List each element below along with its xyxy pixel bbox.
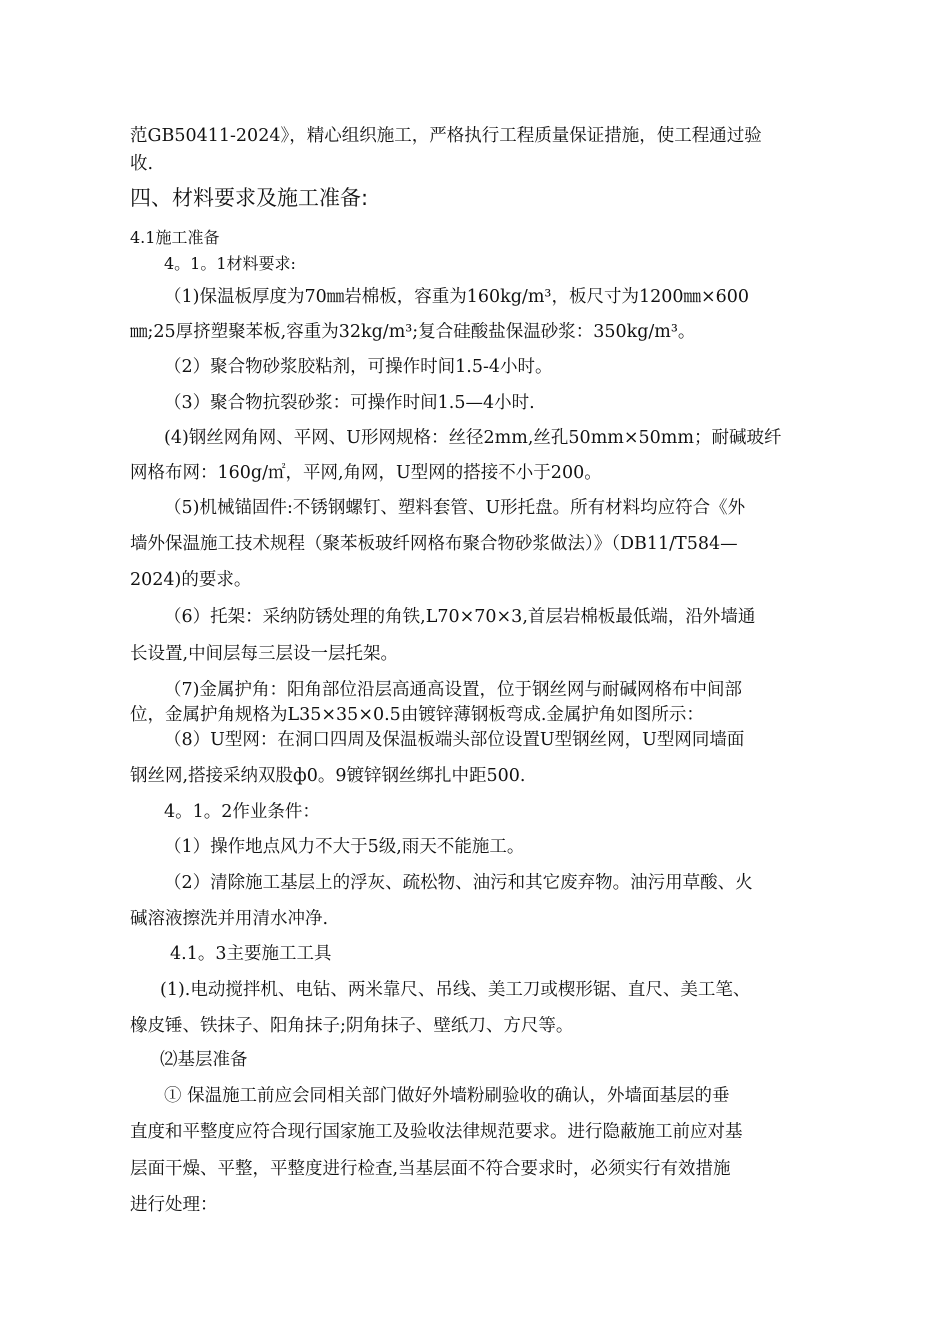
paragraph-line: 钢丝网,搭接采纳双股ф0。9镀锌钢丝绑扎中距500. bbox=[130, 766, 526, 786]
paragraph-line: 碱溶液擦洗并用清水冲净. bbox=[130, 909, 329, 929]
paragraph-line: 范GB50411-2024》，精心组织施工，严格执行工程质量保证措施，使工程通过验 bbox=[130, 126, 762, 146]
paragraph-line: 层面干燥、平整，平整度进行检查,当基层面不符合要求时，必须实行有效措施 bbox=[130, 1159, 731, 1179]
paragraph-line: （7)金属护角：阳角部位沿层高通高设置，位于钢丝网与耐碱网格布中间部 bbox=[164, 680, 742, 700]
paragraph-line: 收. bbox=[130, 154, 154, 174]
paragraph-line: 墙外保温施工技术规程（聚苯板玻纤网格布聚合物砂浆做法）》（DB11/T584— bbox=[130, 534, 738, 554]
paragraph-line: （1）操作地点风力不大于5级,雨天不能施工。 bbox=[164, 837, 525, 857]
paragraph-line: （5)机械锚固件:不锈钢螺钉、塑料套管、U形托盘。所有材料均应符合《外 bbox=[164, 498, 746, 518]
paragraph-line: （8）U型网：在洞口四周及保温板端头部位设置U型钢丝网，U型网同墙面 bbox=[164, 730, 745, 750]
paragraph-line: 进行处理： bbox=[130, 1195, 218, 1215]
paragraph-line: 网格布网：160g/㎡，平网,角网，U型网的搭接不小于200。 bbox=[130, 463, 602, 483]
section-heading: 四、材料要求及施工准备: bbox=[130, 186, 369, 210]
paragraph-line: （6）托架：采纳防锈处理的角铁,L70×70×3,首层岩棉板最低端，沿外墙通 bbox=[164, 607, 756, 627]
paragraph-line: ㎜;25厚挤塑聚苯板,容重为32kg/m³;复合硅酸盐保温砂浆：350kg/m³。 bbox=[130, 322, 696, 342]
subsection-heading: ⑵基层准备 bbox=[160, 1050, 248, 1070]
paragraph-line: 2024)的要求。 bbox=[130, 570, 252, 590]
paragraph-line: 直度和平整度应符合现行国家施工及验收法律规范要求。进行隐蔽施工前应对基 bbox=[130, 1122, 743, 1142]
paragraph-line: （2）清除施工基层上的浮灰、疏松物、油污和其它废弃物。油污用草酸、火 bbox=[164, 873, 753, 893]
paragraph-line: ① 保温施工前应会同相关部门做好外墙粉刷验收的确认，外墙面基层的垂 bbox=[164, 1086, 730, 1106]
subsection-heading: 4。1。1材料要求: bbox=[164, 254, 296, 273]
subsection-heading: 4.1。3主要施工工具 bbox=[170, 944, 332, 964]
paragraph-line: 长设置,中间层每三层设一层托架。 bbox=[130, 644, 399, 664]
paragraph-line: (4)钢丝网角网、平网、U形网规格：丝径2mm,丝孔50mm×50mm；耐碱玻纤 bbox=[164, 428, 782, 448]
paragraph-line: （1)保温板厚度为70㎜岩棉板，容重为160kg/m³，板尺寸为1200㎜×600 bbox=[164, 287, 750, 307]
subsection-heading: 4.1施工准备 bbox=[130, 228, 220, 247]
paragraph-line: 橡皮锤、铁抹子、阳角抹子;阴角抹子、壁纸刀、方尺等。 bbox=[130, 1016, 574, 1036]
subsection-heading: 4。1。2作业条件： bbox=[164, 802, 320, 822]
paragraph-line: (1).电动搅拌机、电钻、两米靠尺、吊线、美工刀或楔形锯、直尺、美工笔、 bbox=[160, 980, 751, 1000]
paragraph-line: （2）聚合物砂浆胶粘剂，可操作时间1.5-4小时。 bbox=[164, 357, 553, 377]
paragraph-line: （3）聚合物抗裂砂浆：可操作时间1.5—4小时. bbox=[164, 393, 535, 413]
paragraph-line: 位，金属护角规格为L35×35×0.5由镀锌薄钢板弯成.金属护角如图所示： bbox=[130, 705, 704, 725]
